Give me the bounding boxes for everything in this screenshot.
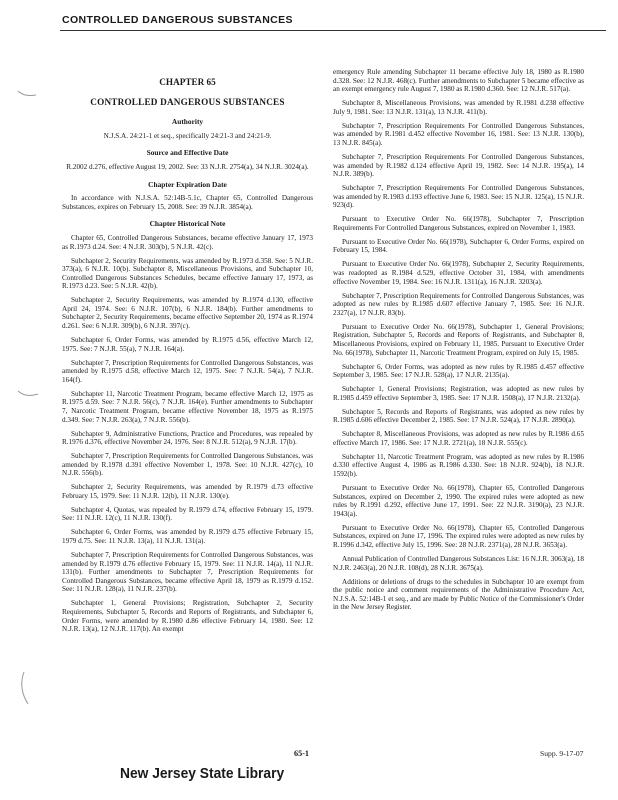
history-paragraph: Subchapter 9, Administrative Functions, Practice and Procedures, was repealed by R.1976 d.376, effective November 24, 1976. See: 8 N.J.R. 512(a), 9 N.J.R. 17(b). (62, 429, 313, 447)
history-paragraph: Subchapter 7, Prescription Requirements for Controlled Dangerous Substances, was amended by R.1979 d.76 effective February 15, 1979. See: 11 N.J.R. 14(a), 11 N.J.R. 131(b). Further amendments to Subchapter 7, Prescription Requirements for Controlled Dangerous Substances, became effective April 18, 1979 as R.1979 d.152. See: 11 N.J.R. 128(a), 11 N.J.R. 237(b). (62, 551, 313, 594)
page-number: 65-1 (294, 749, 310, 758)
history-paragraph: Subchapter 2, Security Requirements, was amended by R.1979 d.73 effective February 15, 1979. See: 11 N.J.R. 12(b), 11 N.J.R. 130(e). (62, 483, 313, 500)
expiration-heading: Chapter Expiration Date (148, 179, 227, 189)
history-paragraph: Subchapter 6, Order Forms, was amended by R.1975 d.56, effective March 12, 1975. See: 7 N.J.R. 55(a), 7 N.J.R. 164(a). (62, 336, 313, 353)
history-paragraph: Subchapter 6, Order Forms, was adopted as new rules by R.1985 d.457 effective September 3, 1985. See: 17 N.J.R. 528(a), 17 N.J.R. 2135(a). (333, 362, 584, 380)
authority-text: N.J.S.A. 24:21-1 et seq., specifically 24:21-3 and 24:21-9. (103, 131, 272, 140)
history-paragraph: Chapter 65, Controlled Dangerous Substances, became effective January 17, 1973 as R.1973 d.24. See: 4 N.J.R. 303(b), 5 N.J.R. 42(c). (62, 233, 313, 251)
history-paragraph: Subchapter 11, Narcotic Treatment Program, became effective March 12, 1975 as R.1975 d.59. See: 7 N.J.R. 56(c), 7 N.J.R. 164(e). Further amendments to Subchapter 7, Narcotic Treatment Program, became effective November 18, 1975 as R.1975 d.349. See: 7 N.J.R. 263(a), 7 N.J.R. 556(b). (62, 389, 313, 424)
history-paragraph: Subchapter 11, Narcotic Treatment Program, was adopted as new rules by R.1986 d.330 effective August 4, 1986 as R.1986 d.330. See: 18 N.J.R. 924(b), 18 N.J.R. 1592(b). (333, 452, 584, 479)
source-text: R.2002 d.276, effective August 19, 2002. See: 33 N.J.R. 2754(a), 34 N.J.R. 3024(a). (66, 162, 309, 171)
margin-mark (14, 385, 44, 401)
authority-heading: Authority (171, 117, 204, 127)
supplement-date: Supp. 9-17-07 (540, 749, 584, 758)
history-paragraph: Pursuant to Executive Order No. 66(1978), Subchapter 1, General Provisions; Registration, Subchapter 5, Records and Reports of Registrants, and Subchapter 8, Miscellaneous Provisions, expired on February 11, 1985. Pursuant to Executive Order No. 66(1978), Subchapter 11, Narcotic Treatment Program, expired on July 15, 1985. (333, 322, 584, 357)
history-paragraph: Additions or deletions of drugs to the schedules in Subchapter 10 are exempt from the public notice and comment requirements of the Administrative Procedure Act, N.J.S.A. 52:14B-1 et seq., and are made by Public Notice of the Commissioner's Order in the New Jersey Register. (333, 577, 584, 612)
history-paragraph: Subchapter 4, Quotas, was repealed by R.1979 d.74, effective February 15, 1979. See: 11 N.J.R. 12(c), 11 N.J.R. 130(f). (62, 505, 313, 523)
history-paragraph: emergency Rule amending Subchapter 11 became effective July 18, 1980 as R.1980 d.328. See: 12 N.J.R. 468(c). Further amendments to Subchapter 5 became effective as an exempt emergency rule August 7, 1980 as R.1980 d.360. See: 12 N.J.R. 517(a). (333, 68, 584, 94)
header-rule (60, 30, 606, 31)
chapter-title: CONTROLLED DANGEROUS SUBSTANCES (90, 96, 285, 107)
expiration-text: In accordance with N.J.S.A. 52:14B-5.1c, Chapter 65, Controlled Dangerous Substances, expires on February 15, 2008. See: 39 N.J.R. 3854(a). (62, 194, 313, 211)
history-paragraph: Pursuant to Executive Order No. 66(1978), Subchapter 6, Order Forms, expired on February 15, 1984. (333, 237, 584, 255)
right-column (333, 68, 584, 617)
history-paragraph: Pursuant to Executive Order No. 66(1978), Chapter 65, Controlled Dangerous Substances, expired on December 2, 1990. The expired rules were adopted as new rules by R.1991 d.292, effective June 17, 1991. See: 22 N.J.R. 3190(a), 23 N.J.R. 1943(a). (333, 484, 584, 518)
chapter-label: CHAPTER 65 (159, 77, 216, 87)
history-paragraph: Subchapter 5, Records and Reports of Registrants, was adopted as new rules by R.1985 d.606 effective December 2, 1985. See: 17 N.J.R. 524(a), 17 N.J.R. 2890(a). (333, 407, 584, 425)
history-paragraph: Subchapter 8, Miscellaneous Provisions, was amended by R.1981 d.238 effective July 9, 1981. See: 13 N.J.R. 131(a), 13 N.J.R. 411(b). (333, 99, 584, 116)
history-paragraph: Subchapter 7, Prescription Requirements For Controlled Dangerous Substances, was amended by R.1983 d.193 effective June 6, 1983. See: 15 N.J.R. 125(a), 15 N.J.R. 923(d). (333, 184, 584, 210)
history-paragraph: Subchapter 7, Prescription Requirements For Controlled Dangerous Substances, was amended by R.1981 d.452 effective November 16, 1981. See: 13 N.J.R. 130(b), 13 N.J.R. 845(a). (333, 121, 584, 147)
source-heading: Source and Effective Date (146, 148, 229, 158)
running-head: CONTROLLED DANGEROUS SUBSTANCES (62, 14, 293, 26)
library-watermark: New Jersey State Library (120, 765, 285, 782)
margin-mark (14, 85, 44, 101)
history-heading: Chapter Historical Note (149, 219, 226, 229)
history-paragraph: Subchapter 8, Miscellaneous Provisions, was adopted as new rules by R.1986 d.65 effective March 17, 1986. See: 17 N.J.R. 2721(a), 18 N.J.R. 555(c). (333, 430, 584, 447)
history-paragraph: Pursuant to Executive Order No. 66(1978), Chapter 65, Controlled Dangerous Substances, expired on June 17, 1996. The expired rules were adopted as new rules by R.1996 d.342, effective July 15, 1996. See: 28 N.J.R. 2371(a), 28 N.J.R. 3653(a). (333, 523, 584, 549)
margin-mark (14, 670, 44, 706)
history-paragraph: Subchapter 7, Prescription Requirements for Controlled Dangerous Substances, was adopted as new rules by R.1985 d.607 effective January 7, 1985. See: 16 N.J.R. 2327(a), 17 N.J.R. 83(b). (333, 291, 584, 317)
history-paragraph: Subchapter 2, Security Requirements, was amended by R.1973 d.358. See: 5 N.J.R. 373(a), 6 N.J.R. 10(b). Subchapter 8, Miscellaneous Provisions, and Subchapter 10, Controlled Dangerous Substances Schedules, became effective January 17, 1973, as R.1973 d.23. See: 5 N.J.R. 42(b). (62, 256, 313, 291)
history-paragraph: Pursuant to Executive Order No. 66(1978), Subchapter 7, Prescription Requirements For Controlled Dangerous Substances, expired on November 1, 1983. (333, 215, 584, 232)
history-paragraph: Subchapter 1, General Provisions; Registration, was adopted as new rules by R.1985 d.459 effective September 3, 1985. See: 17 N.J.R. 1508(a), 17 N.J.R. 2132(a). (333, 385, 584, 402)
history-paragraph: Annual Publication of Controlled Dangerous Substances List: 16 N.J.R. 3063(a), 18 N.J.R. 2463(a), 20 N.J.R. 108(d), 28 N.J.R. 3675(a). (333, 554, 584, 572)
history-paragraph: Pursuant to Executive Order No. 66(1978), Subchapter 2, Security Requirements, was readopted as R.1984 d.529, effective October 31, 1984, with amendments effective November 19, 1984. See: 16 N.J.R. 1311(a), 16 N.J.R. 3203(a). (333, 260, 584, 286)
left-column (62, 74, 313, 639)
history-paragraph: Subchapter 6, Order Forms, was amended by R.1979 d.75 effective February 15, 1979 d.75. See: 11 N.J.R. 13(a), 11 N.J.R. 131(a). (62, 528, 313, 546)
history-paragraph: Subchapter 1, General Provisions; Registration, Subchapter 2, Security Requirements, Subchapter 5, Records and Reports of Registrants, and Subchapter 6, Order Forms, were amended by R.1980 d.86 effective February 14, 1980. See: 12 N.J.R. 13(a), 12 N.J.R. 117(b). An exempt (62, 599, 313, 634)
history-paragraph: Subchapter 2, Security Requirements, was amended by R.1974 d.130, effective April 24, 1974. See: 6 N.J.R. 107(b), 6 N.J.R. 184(b). Further amendments to Subchapter 2, Security Requirements, became effective September 20, 1974 as R.1974 d.261. See: 6 N.J.R. 309(b), 6 N.J.R. 397(c). (62, 296, 313, 331)
history-paragraph: Subchapter 7, Prescription Requirements for Controlled Dangerous Substances, was amended by R.1978 d.391 effective November 1, 1978. See: 10 N.J.R. 427(c), 10 N.J.R. 556(b). (62, 452, 313, 478)
history-paragraph: Subchapter 7, Prescription Requirements for Controlled Dangerous Substances, was amended by R.1975 d.58, effective March 12, 1975. See: 7 N.J.R. 54(a), 7 N.J.R. 164(f). (62, 358, 313, 384)
history-paragraph: Subchapter 7, Prescription Requirements For Controlled Dangerous Substances, was amended by R.1982 d.124 effective April 19, 1982. See: 14 N.J.R. 195(a), 14 N.J.R. 389(b). (333, 152, 584, 179)
